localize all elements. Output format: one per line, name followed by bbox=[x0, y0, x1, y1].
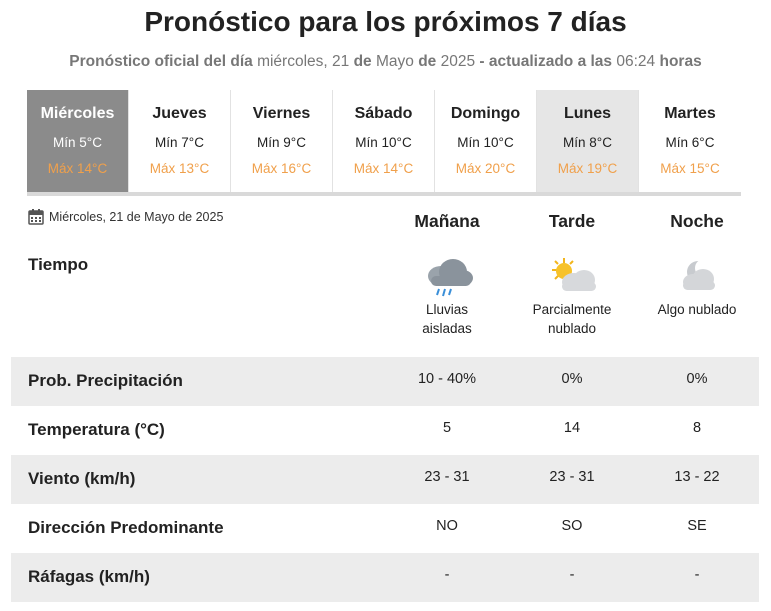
column-header-noche: Noche bbox=[670, 211, 724, 231]
selected-date bbox=[28, 208, 223, 225]
column-header-manana: Mañana bbox=[414, 211, 480, 231]
day-tab-miercoles[interactable] bbox=[27, 90, 129, 192]
day-min-temp: Mín 9°C bbox=[257, 135, 306, 150]
cell-tarde: 0% bbox=[561, 371, 583, 387]
row-label: Dirección Predominante bbox=[28, 518, 224, 537]
day-tabs bbox=[27, 90, 741, 196]
subtitle-time: 06:24 bbox=[616, 53, 656, 70]
tiempo-label: Tiempo bbox=[28, 255, 89, 274]
weather-description bbox=[387, 300, 507, 338]
row-viento bbox=[11, 455, 759, 504]
calendar-icon bbox=[28, 208, 44, 225]
page-title: Pronóstico para los próximos 7 días bbox=[144, 6, 627, 37]
cell-noche: SE bbox=[687, 518, 707, 534]
day-name: Martes bbox=[664, 105, 716, 122]
day-min-temp: Mín 10°C bbox=[457, 135, 514, 150]
weather-line: Lluvias bbox=[425, 302, 469, 317]
subtitle-updated: - actualizado a las bbox=[479, 53, 613, 70]
cell-tarde: 23 - 31 bbox=[549, 469, 595, 485]
day-tab-sabado[interactable] bbox=[333, 90, 435, 192]
cell-manana: 10 - 40% bbox=[417, 371, 477, 387]
day-max-temp: Máx 20°C bbox=[455, 161, 516, 176]
subtitle-suffix: horas bbox=[659, 53, 702, 70]
row-label: Ráfagas (km/h) bbox=[28, 567, 150, 586]
day-name: Domingo bbox=[450, 105, 521, 122]
cell-manana: 23 - 31 bbox=[424, 469, 470, 485]
day-tab-viernes[interactable] bbox=[231, 90, 333, 192]
subtitle-de: de bbox=[418, 53, 437, 70]
rain-cloud-icon bbox=[419, 254, 475, 298]
day-min-temp: Mín 7°C bbox=[155, 135, 204, 150]
subtitle-prefix: Pronóstico oficial del día bbox=[69, 53, 253, 70]
weather-line: Parcialmente bbox=[532, 302, 612, 317]
page-subtitle bbox=[0, 53, 771, 71]
row-prob-precipitacion bbox=[11, 357, 759, 406]
row-label: Viento (km/h) bbox=[28, 469, 136, 488]
moon-cloud-icon bbox=[669, 254, 725, 298]
cell-noche: - bbox=[694, 567, 700, 583]
cell-manana: NO bbox=[436, 518, 458, 534]
day-tab-martes[interactable] bbox=[639, 90, 741, 192]
day-tab-jueves[interactable] bbox=[129, 90, 231, 192]
sun-cloud-icon bbox=[544, 254, 600, 298]
day-name: Lunes bbox=[563, 105, 612, 122]
cell-tarde: 14 bbox=[563, 420, 581, 436]
day-max-temp: Máx 13°C bbox=[149, 161, 210, 176]
row-label: Temperatura (°C) bbox=[28, 420, 165, 439]
day-name: Sábado bbox=[354, 105, 413, 122]
subtitle-year: 2025 bbox=[440, 53, 476, 70]
row-label: Prob. Precipitación bbox=[28, 371, 183, 390]
cell-tarde: - bbox=[569, 567, 575, 583]
row-direccion bbox=[11, 504, 759, 553]
day-min-temp: Mín 5°C bbox=[53, 135, 102, 150]
day-max-temp: Máx 16°C bbox=[251, 161, 312, 176]
weather-description bbox=[512, 300, 632, 338]
day-max-temp: Máx 14°C bbox=[47, 161, 108, 176]
day-min-temp: Mín 8°C bbox=[563, 135, 612, 150]
cell-noche: 8 bbox=[692, 420, 702, 436]
weather-tarde bbox=[512, 254, 632, 338]
cell-manana: - bbox=[444, 567, 450, 583]
day-min-temp: Mín 6°C bbox=[665, 135, 715, 150]
row-temperatura bbox=[11, 406, 759, 455]
cell-manana: 5 bbox=[442, 420, 452, 436]
subtitle-date: miércoles, 21 bbox=[257, 53, 350, 70]
selected-date-text: Miércoles, 21 de Mayo de 2025 bbox=[49, 209, 224, 224]
weather-description bbox=[637, 300, 757, 319]
day-name: Miércoles bbox=[40, 105, 115, 122]
day-max-temp: Máx 14°C bbox=[353, 161, 414, 176]
weather-line: aisladas bbox=[422, 321, 472, 336]
weather-manana bbox=[387, 254, 507, 338]
day-name: Jueves bbox=[152, 105, 207, 122]
cell-noche: 0% bbox=[686, 371, 708, 387]
day-max-temp: Máx 15°C bbox=[660, 161, 720, 176]
day-max-temp: Máx 19°C bbox=[557, 161, 618, 176]
day-tab-lunes[interactable] bbox=[537, 90, 639, 192]
column-header-tarde: Tarde bbox=[548, 211, 596, 231]
weather-noche bbox=[637, 254, 757, 319]
subtitle-month: Mayo bbox=[375, 53, 414, 70]
cell-tarde: SO bbox=[561, 518, 583, 534]
weather-line: Algo nublado bbox=[657, 302, 737, 317]
day-name: Viernes bbox=[252, 105, 311, 122]
weather-line: nublado bbox=[547, 321, 597, 336]
subtitle-de: de bbox=[353, 53, 372, 70]
day-tab-domingo[interactable] bbox=[435, 90, 537, 192]
row-rafagas bbox=[11, 553, 759, 602]
cell-noche: 13 - 22 bbox=[674, 469, 720, 485]
day-min-temp: Mín 10°C bbox=[355, 135, 412, 150]
